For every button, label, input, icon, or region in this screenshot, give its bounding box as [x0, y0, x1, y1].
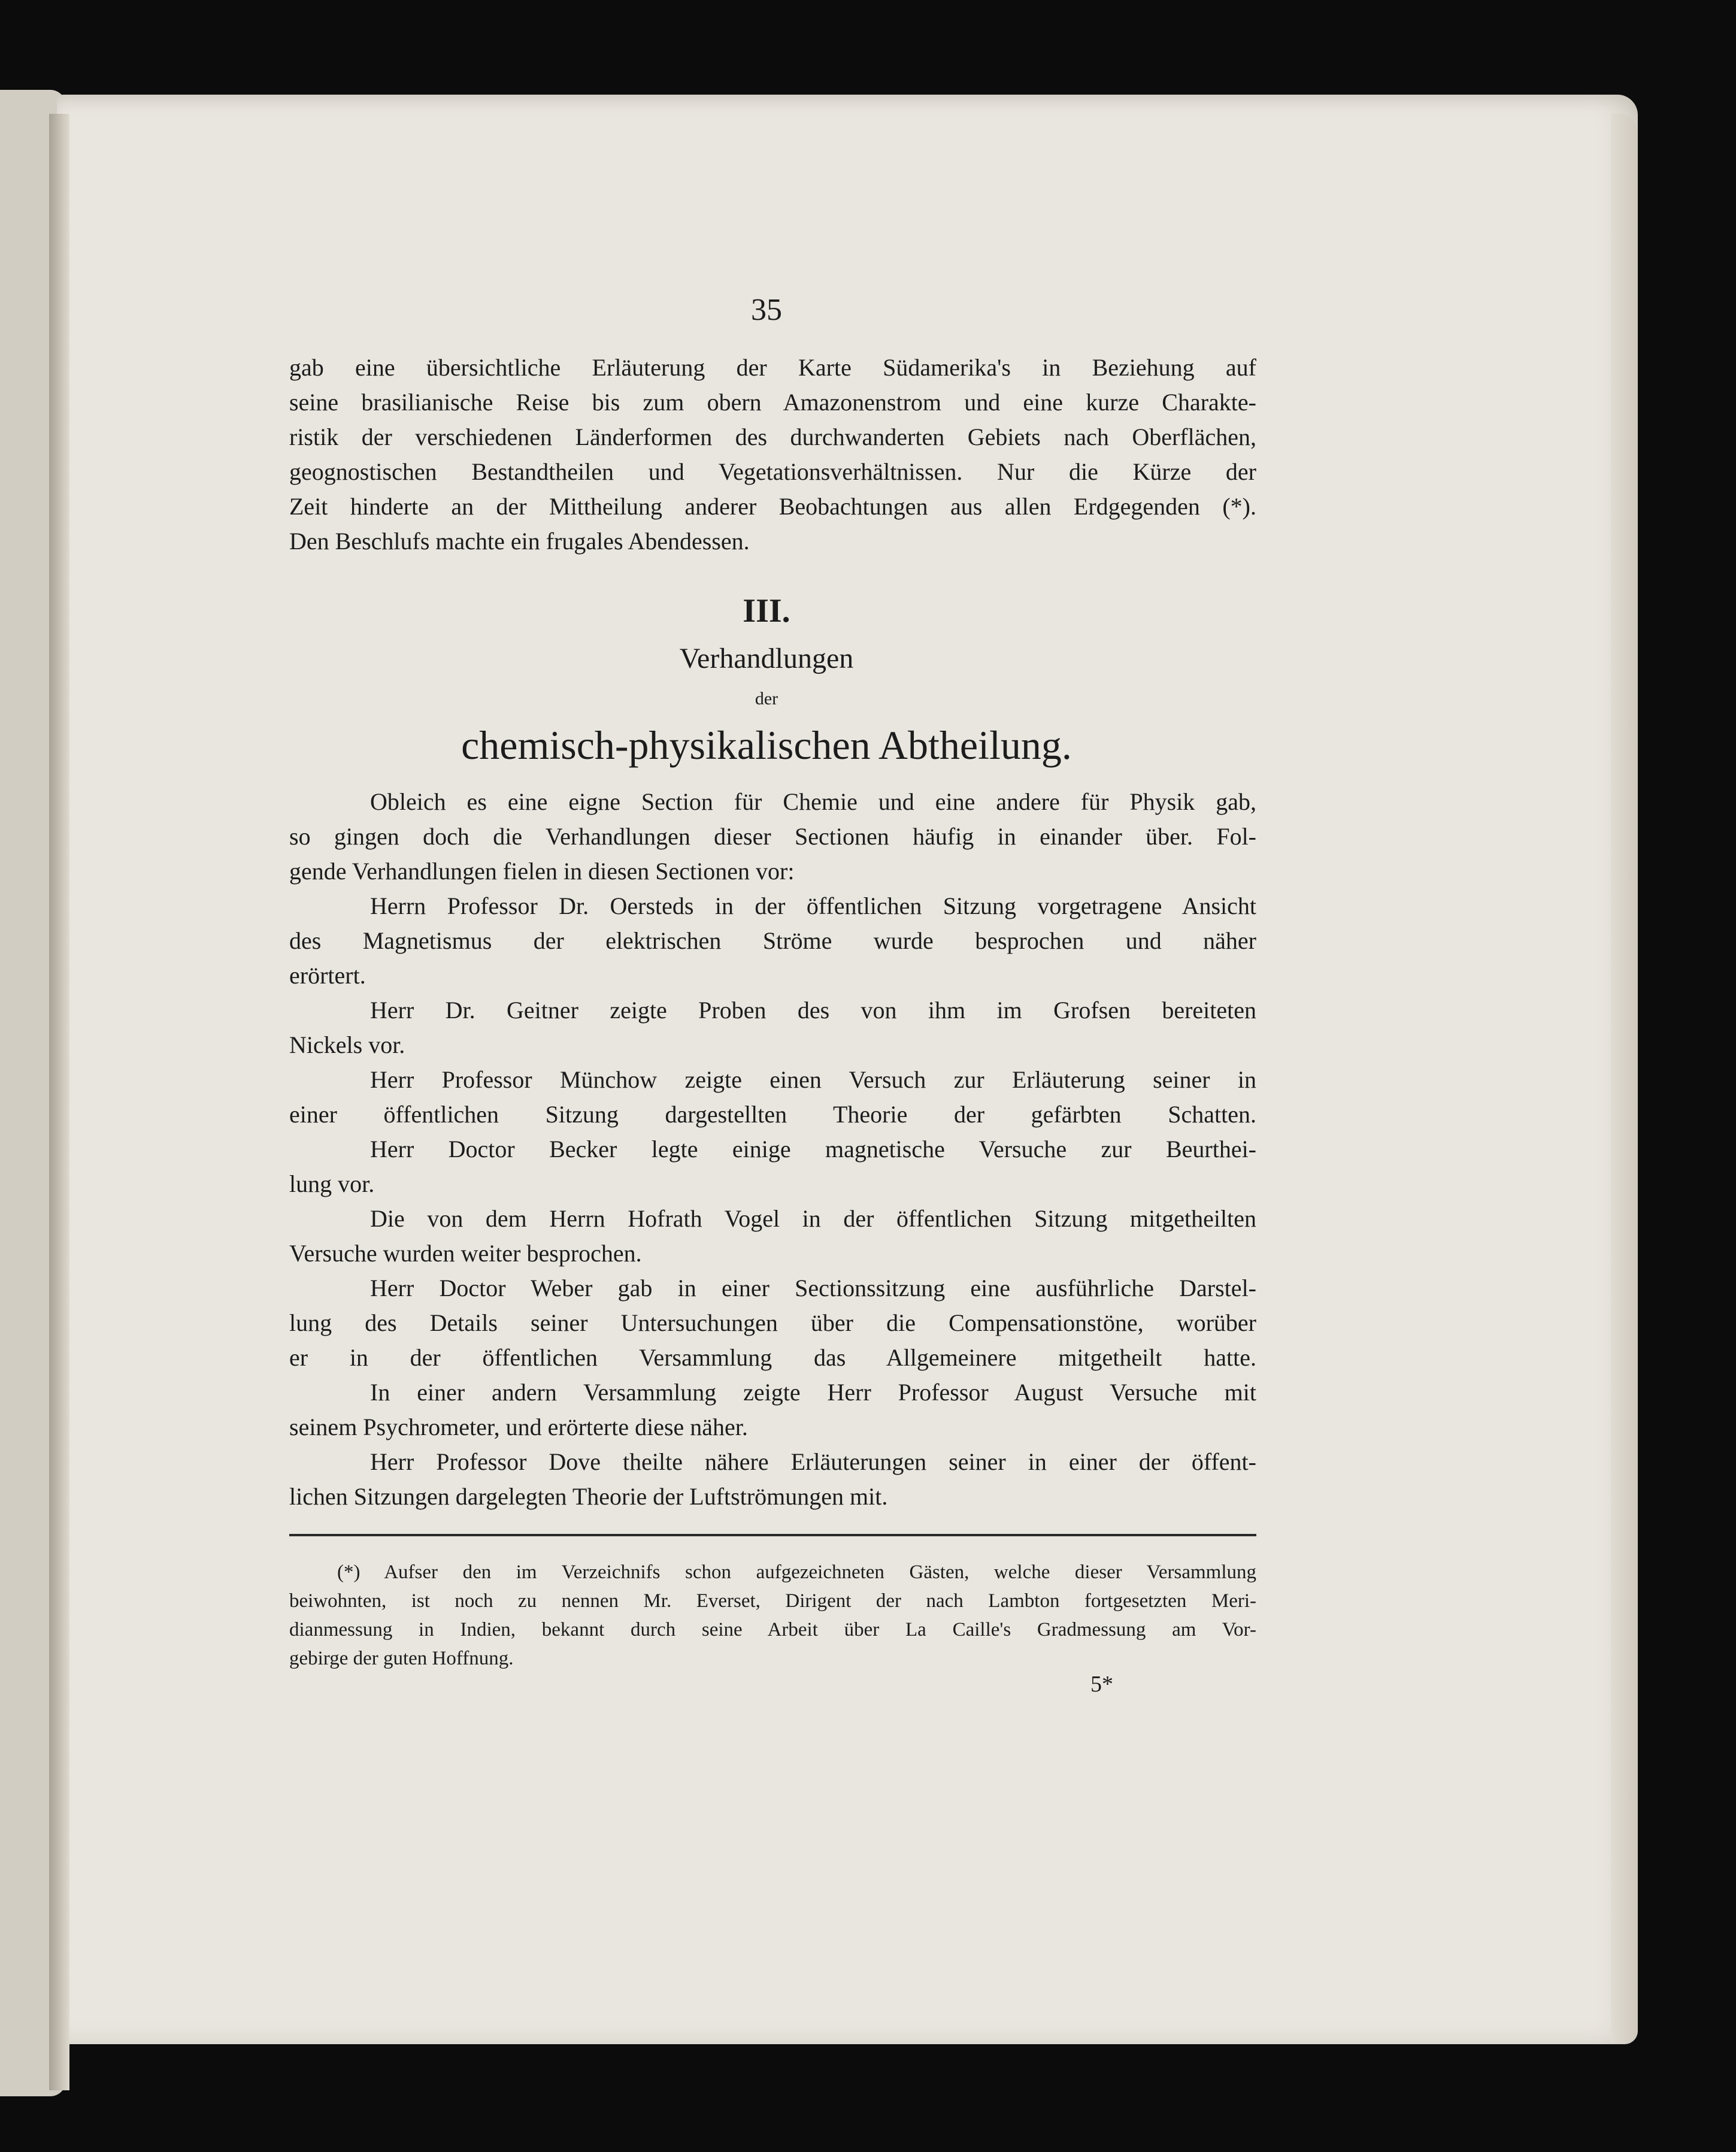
section-title-line3: chemisch-physikalischen Abtheilung.	[461, 722, 1072, 768]
footnote-line: gebirge der guten Hoffnung.	[289, 1648, 514, 1669]
page-stack-edge	[1611, 114, 1637, 2042]
text-line: geognostischen Bestandtheilen und Vegetationsverhältnissen. Nur die Kürze der	[289, 458, 1256, 485]
text-line: Nickels vor.	[289, 1031, 405, 1058]
section-title-line2: der	[755, 689, 778, 709]
section-title-line1: Verhandlungen	[679, 643, 854, 674]
section-number: III.	[743, 592, 790, 629]
text-line: Herr Dr. Geitner zeigte Proben des von ihm im Grofsen bereiteten	[370, 997, 1256, 1024]
text-line: erörtert.	[289, 962, 366, 989]
text-line: seinem Psychrometer, und erörterte diese näher.	[289, 1414, 748, 1440]
text-line: Herrn Professor Dr. Oersteds in der öffentlichen Sitzung vorgetragene Ansicht	[370, 892, 1256, 919]
signature-mark: 5*	[1090, 1672, 1113, 1697]
text-line: einer öffentlichen Sitzung dargestellten Theorie der gefärbten Schatten.	[289, 1101, 1256, 1128]
text-line: des Magnetismus der elektrischen Ströme wurde besprochen und näher	[289, 927, 1256, 954]
text-line: Herr Doctor Weber gab in einer Sectionssitzung eine ausführliche Darstel-	[370, 1275, 1256, 1302]
footnote	[289, 1558, 1256, 1673]
text-line: er in der öffentlichen Versammlung das Allgemeinere mitgetheilt hatte.	[289, 1344, 1256, 1371]
text-line: Herr Doctor Becker legte einige magnetische Versuche zur Beurthei-	[370, 1136, 1256, 1163]
text-line: gab eine übersichtliche Erläuterung der Karte Südamerika's in Beziehung auf	[289, 354, 1256, 381]
footnote-line: (*) Aufser den im Verzeichnifs schon aufgezeichneten Gästen, welche dieser Versammlung	[337, 1561, 1256, 1583]
text-line: lichen Sitzungen dargelegten Theorie der Luftströmungen mit.	[289, 1483, 888, 1510]
text-line: Obleich es eine eigne Section für Chemie und eine andere für Physik gab,	[370, 788, 1256, 815]
text-line: In einer andern Versammlung zeigte Herr Professor August Versuche mit	[370, 1379, 1256, 1406]
text-line: Versuche wurden weiter besprochen.	[289, 1240, 642, 1267]
text-line: Die von dem Herrn Hofrath Vogel in der öffentlichen Sitzung mitgetheilten	[370, 1205, 1256, 1232]
footnote-rule	[289, 1534, 1256, 1536]
footnote-line: dianmessung in Indien, bekannt durch seine Arbeit über La Caille's Gradmessung am Vor-	[289, 1619, 1256, 1641]
text-line: Zeit hinderte an der Mittheilung anderer Beobachtungen aus allen Erdgegenden (*).	[289, 493, 1256, 520]
text-line: ristik der verschiedenen Länderformen des durchwanderten Gebiets nach Oberflächen,	[289, 423, 1256, 450]
text-line: Den Beschlufs machte ein frugales Abendessen.	[289, 528, 750, 555]
text-line: gende Verhandlungen fielen in diesen Sectionen vor:	[289, 858, 795, 885]
text-line: so gingen doch die Verhandlungen dieser Sectionen häufig in einander über. Fol-	[289, 823, 1256, 850]
footnote-line: beiwohnten, ist noch zu nennen Mr. Everset, Dirigent der nach Lambton fortgesetzten Meri-	[289, 1590, 1256, 1612]
intro-paragraph	[289, 350, 1256, 559]
text-line: Herr Professor Münchow zeigte einen Versuch zur Erläuterung seiner in	[370, 1066, 1256, 1093]
text-line: lung vor.	[289, 1170, 375, 1197]
book-gutter	[49, 114, 69, 2090]
page-number: 35	[751, 293, 782, 327]
text-line: Herr Professor Dove theilte nähere Erläuterungen seiner in einer der öffent-	[370, 1448, 1256, 1475]
text-line: seine brasilianische Reise bis zum obern Amazonenstrom und eine kurze Charakte-	[289, 389, 1256, 416]
text-line: lung des Details seiner Untersuchungen über die Compensationstöne, worüber	[289, 1309, 1256, 1336]
body-text	[289, 785, 1256, 1514]
